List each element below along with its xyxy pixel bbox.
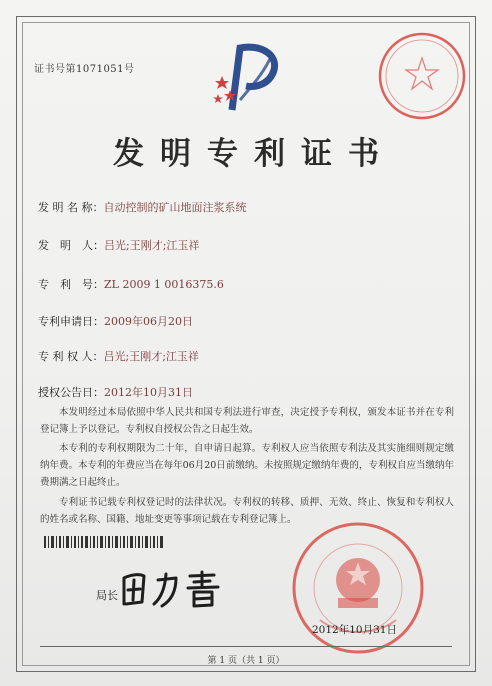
- invention-name-row: [38, 199, 247, 215]
- filing-date-value: 2009年06月20日: [104, 315, 193, 328]
- patentee-value: 吕光;王刚才;江玉祥: [103, 350, 199, 363]
- invention-name-value: 自动控制的矿山地面注浆系统: [103, 201, 247, 214]
- paragraph-examination: 本发明经过本局依照中华人民共和国专利法进行审查，决定授予专利权，颁发本证书并在专利登记簿上予以登记。专利权自授权公告之日起生效。: [40, 407, 454, 435]
- paragraph-legal-status: 专利证书记载专利权登记时的法律状况。专利权的转移、质押、无效、终止、恢复和专利权人的姓名或名称、国籍、地址变更等事项记载在专利登记簿上。: [40, 497, 454, 525]
- patentee-row: [38, 348, 199, 364]
- top-right-seal-icon: [376, 30, 468, 122]
- inventor-row: [38, 237, 199, 253]
- issue-date: 2012年10月31日: [312, 624, 397, 636]
- invention-name-label: 发 明 名 称：: [38, 201, 104, 214]
- filing-date-row: [38, 313, 193, 329]
- director-signature-icon: [118, 566, 228, 612]
- patent-office-logo-icon: [212, 40, 284, 114]
- page-number: 第 1 页（共 1 页）: [207, 656, 285, 666]
- footer-divider: [40, 646, 452, 647]
- inventor-label: 发 明 人：: [38, 239, 104, 252]
- grant-date-row: [38, 384, 193, 400]
- inventor-value: 吕光;王刚才;江玉祥: [104, 239, 200, 252]
- patent-number-value: ZL 2009 1 0016375.6: [104, 278, 224, 291]
- certificate-number: 证书号第1071051号: [34, 64, 135, 75]
- grant-date-value: 2012年10月31日: [104, 386, 193, 399]
- filing-date-label: 专利申请日：: [38, 315, 104, 328]
- grant-date-label: 授权公告日：: [38, 386, 104, 399]
- patentee-label: 专 利 权 人：: [38, 350, 104, 363]
- patent-number-row: [38, 276, 224, 292]
- paragraph-term: 本专利的专利权期限为二十年，自申请日起算。专利权人应当依照专利法及其实施细则规定缴纳年费。本专利的年费应当在每年06月20日前缴纳。未按照规定缴纳年费的，专利权自应当缴纳年费期满之日起终止。: [40, 443, 454, 488]
- certificate-title: 发明专利证书: [113, 136, 395, 172]
- patent-number-label: 专 利 号：: [38, 278, 104, 291]
- barcode-icon: [44, 536, 164, 548]
- director-label: 局长: [96, 589, 118, 602]
